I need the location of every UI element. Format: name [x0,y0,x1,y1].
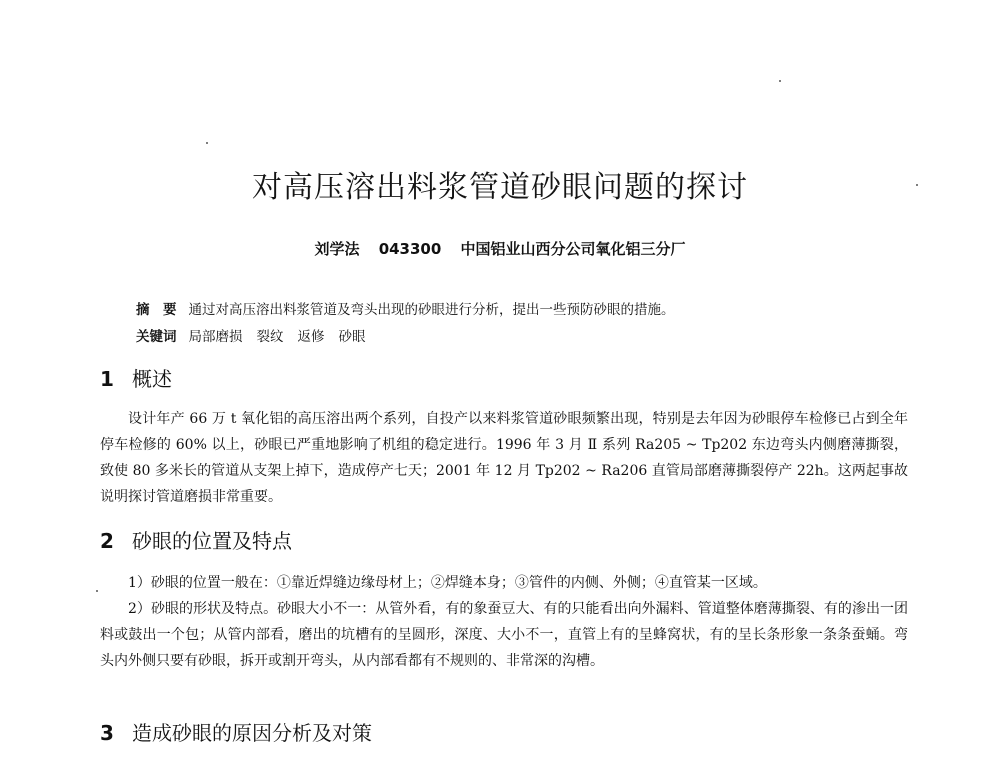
abstract-label: 摘 要 [136,302,177,318]
scan-speck [206,142,208,144]
abstract [136,300,675,320]
section-number: 3 [100,721,114,745]
section-number: 1 [100,367,114,391]
section-heading-1 [100,366,172,392]
abstract-text: 通过对高压溶出料浆管道及弯头出现的砂眼进行分析，提出一些预防砂眼的措施。 [188,302,675,318]
keyword: 返修 [297,329,325,345]
section-heading-3 [100,720,372,746]
section-heading-2 [100,528,292,554]
scan-speck [96,590,98,592]
keywords-label: 关键词 [136,329,177,345]
section-title: 砂眼的位置及特点 [132,529,292,553]
author-postcode: 043300 [378,240,442,258]
paper-title: 对高压溶出料浆管道砂眼问题的探讨 [252,170,748,205]
scan-speck [779,80,781,82]
section-2-paragraph-2: 2）砂眼的形状及特点。砂眼大小不一：从管外看，有的象蚕豆大、有的只能看出向外漏料、管道整体磨薄撕裂、有的渗出一团料或鼓出一个包；从管内部看，磨出的坑槽有的呈圆形，深度、大小不一，直管上有的呈蜂窝状，有的呈长条形象一条条蚕蛹。弯头内外侧只要有砂眼，拆开或割开弯头，从内部看都有不规则的、非常深的沟槽。 [100,601,908,669]
section-1-paragraph: 设计年产 66 万 t 氧化铝的高压溶出两个系列，自投产以来料浆管道砂眼频繁出现，特别是去年因为砂眼停车检修已占到全年停车检修的 60% 以上，砂眼已严重地影响了机组的稳定进行。1996 年 3 月 Ⅱ 系列 Ra205 ~ Tp202 东边弯头内侧磨薄撕裂，致使 80 多米长的管道从支架上掉下，造成停产七天；2001 年 12 月 Tp202 ~ Ra206 直管局部磨薄撕裂停产 22h。这两起事故说明探讨管道磨损非常重要。 [100,411,908,505]
author-affiliation: 中国铝业山西分公司氧化铝三分厂 [460,240,686,258]
section-number: 2 [100,529,114,553]
keywords [136,327,366,347]
section-2-paragraph-1: 1）砂眼的位置一般在：①靠近焊缝边缘母材上；②焊缝本身；③管件的内侧、外侧；④直管某一区域。 [128,575,767,591]
keyword: 砂眼 [338,329,366,345]
keyword: 裂纹 [256,329,284,345]
section-title: 造成砂眼的原因分析及对策 [132,721,372,745]
keyword: 局部磨损 [188,329,243,345]
section-title: 概述 [132,367,172,391]
author-name: 刘学法 [314,240,360,258]
author-line [0,239,1000,259]
